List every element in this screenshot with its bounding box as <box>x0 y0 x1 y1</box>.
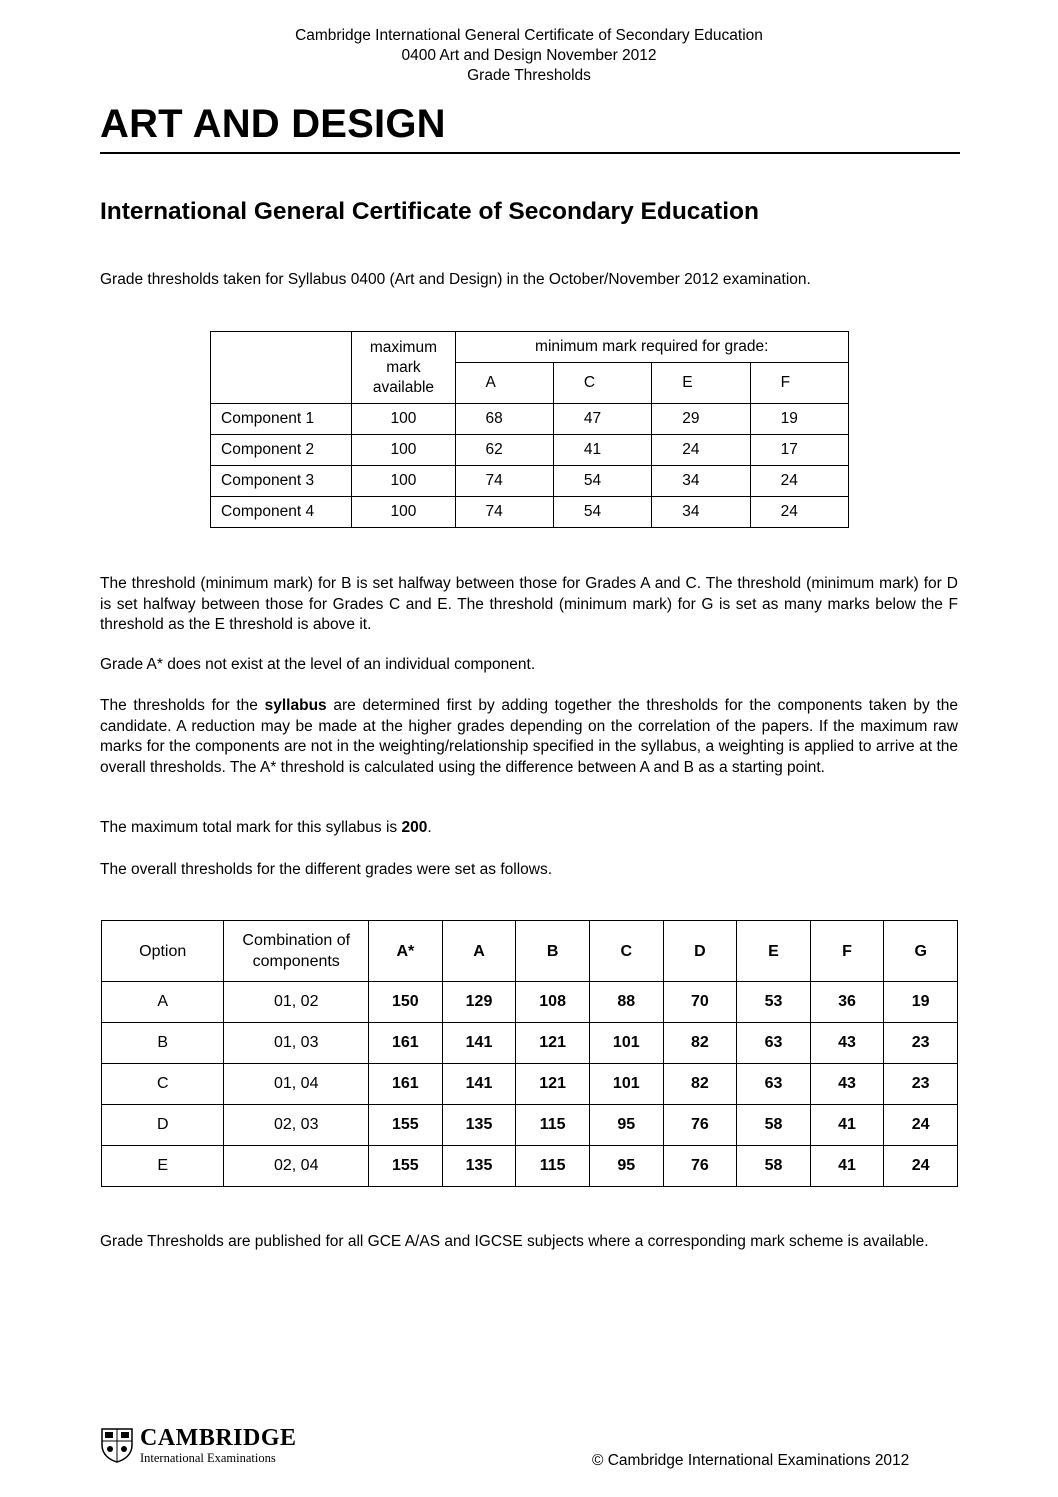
grade-value: 34 <box>652 466 750 497</box>
threshold-cell: 101 <box>589 1023 663 1064</box>
threshold-cell: 58 <box>737 1105 811 1146</box>
p3-text-b: are determined first by adding together the thresholds for the components taken by the candidate. A reduction may be made at the higher grades depending on the correlation of the papers. If the maximum raw marks for the components are not in the weighting/relationship specified in the syllabus, a weighting is applied to arrive at the overall thresholds. The A* threshold is calculated using the difference between A and B as a starting point. <box>100 697 958 776</box>
threshold-cell: 24 <box>884 1105 958 1146</box>
grade-header-c: C <box>553 363 651 404</box>
threshold-cell: 101 <box>589 1064 663 1105</box>
header-grade: E <box>737 921 811 982</box>
option-cell: C <box>102 1064 224 1105</box>
grade-value: 68 <box>455 404 553 435</box>
threshold-cell: 135 <box>442 1146 516 1187</box>
grade-header-e: E <box>652 363 750 404</box>
grade-value: 17 <box>750 435 848 466</box>
threshold-cell: 76 <box>663 1146 737 1187</box>
combo-cell: 02, 03 <box>224 1105 369 1146</box>
threshold-cell: 129 <box>442 982 516 1023</box>
threshold-cell: 121 <box>516 1023 590 1064</box>
overall-thresholds-table <box>101 920 958 1187</box>
threshold-cell: 95 <box>589 1105 663 1146</box>
grade-value: 24 <box>750 466 848 497</box>
threshold-cell: 36 <box>810 982 884 1023</box>
component-label: Component 1 <box>211 404 352 435</box>
min-mark-header: minimum mark required for grade: <box>455 332 848 363</box>
threshold-cell: 53 <box>737 982 811 1023</box>
threshold-cell: 161 <box>369 1064 443 1105</box>
component-max: 100 <box>352 404 455 435</box>
p3-bold: syllabus <box>264 697 327 714</box>
grade-value: 47 <box>553 404 651 435</box>
component-header-blank <box>211 332 352 404</box>
table-row <box>102 1146 958 1187</box>
combo-cell: 01, 04 <box>224 1064 369 1105</box>
header-combination: Combination of components <box>224 921 369 982</box>
header-line-2: 0400 Art and Design November 2012 <box>401 47 657 64</box>
page-header <box>0 26 1058 86</box>
table-row <box>211 466 849 497</box>
max-total-paragraph <box>100 818 958 839</box>
threshold-cell: 108 <box>516 982 590 1023</box>
intro-text: Grade thresholds taken for Syllabus 0400 (Art and Design) in the October/November 2012 examination. <box>100 271 811 288</box>
header-option: Option <box>102 921 224 982</box>
threshold-cell: 115 <box>516 1105 590 1146</box>
grade-value: 54 <box>553 466 651 497</box>
threshold-cell: 161 <box>369 1023 443 1064</box>
table-row <box>102 1105 958 1146</box>
header-grade: D <box>663 921 737 982</box>
threshold-cell: 141 <box>442 1064 516 1105</box>
grade-value: 19 <box>750 404 848 435</box>
threshold-cell: 70 <box>663 982 737 1023</box>
header-line-3: Grade Thresholds <box>467 67 591 84</box>
option-cell: E <box>102 1146 224 1187</box>
threshold-cell: 23 <box>884 1023 958 1064</box>
copyright: © Cambridge International Examinations 2012 <box>592 1452 910 1469</box>
threshold-cell: 150 <box>369 982 443 1023</box>
combo-cell: 01, 03 <box>224 1023 369 1064</box>
p3-text-a: The thresholds for the <box>100 697 265 714</box>
threshold-cell: 155 <box>369 1105 443 1146</box>
max-mark-header <box>352 332 455 404</box>
threshold-cell: 58 <box>737 1146 811 1187</box>
threshold-cell: 141 <box>442 1023 516 1064</box>
title-divider <box>100 152 960 154</box>
option-cell: D <box>102 1105 224 1146</box>
threshold-cell: 43 <box>810 1064 884 1105</box>
page-title: ART AND DESIGN <box>100 102 446 146</box>
grade-value: 54 <box>553 497 651 528</box>
table-row <box>102 1023 958 1064</box>
grade-value: 62 <box>455 435 553 466</box>
component-max: 100 <box>352 497 455 528</box>
table-row <box>211 404 849 435</box>
astar-note: Grade A* does not exist at the level of an individual component. <box>100 656 536 673</box>
header-grade: A* <box>369 921 443 982</box>
threshold-explanation: The threshold (minimum mark) for B is set halfway between those for Grades A and C. The threshold (minimum mark) for D is set halfway between those for Grades C and E. The threshold (minimum mark) for G is set as many marks below the F threshold as the E threshold is above it. <box>100 575 958 633</box>
component-thresholds-table <box>210 331 849 528</box>
combo-cell: 02, 04 <box>224 1146 369 1187</box>
threshold-cell: 41 <box>810 1146 884 1187</box>
combo-cell: 01, 02 <box>224 982 369 1023</box>
threshold-cell: 115 <box>516 1146 590 1187</box>
threshold-cell: 155 <box>369 1146 443 1187</box>
header-grade: C <box>589 921 663 982</box>
component-max: 100 <box>352 466 455 497</box>
component-label: Component 3 <box>211 466 352 497</box>
footnote: Grade Thresholds are published for all GCE A/AS and IGCSE subjects where a corresponding mark scheme is available. <box>100 1233 929 1250</box>
header-line-1: Cambridge International General Certificate of Secondary Education <box>295 27 763 44</box>
threshold-cell: 121 <box>516 1064 590 1105</box>
table-row <box>102 982 958 1023</box>
logo-wordmark: CAMBRIDGE <box>140 1425 297 1451</box>
grade-value: 34 <box>652 497 750 528</box>
table-header-row <box>102 921 958 982</box>
table-row <box>211 497 849 528</box>
page-subtitle: International General Certificate of Secondary Education <box>100 198 759 225</box>
grade-value: 24 <box>652 435 750 466</box>
header-grade: F <box>810 921 884 982</box>
option-cell: B <box>102 1023 224 1064</box>
threshold-cell: 23 <box>884 1064 958 1105</box>
max-header-line-3: available <box>372 379 435 396</box>
table-row <box>102 1064 958 1105</box>
p4-bold: 200 <box>401 819 428 836</box>
threshold-cell: 76 <box>663 1105 737 1146</box>
grade-value: 24 <box>750 497 848 528</box>
threshold-cell: 135 <box>442 1105 516 1146</box>
overall-thresholds-intro: The overall thresholds for the different grades were set as follows. <box>100 861 553 878</box>
threshold-cell: 88 <box>589 982 663 1023</box>
crest-icon <box>100 1427 134 1463</box>
grade-header-a: A <box>455 363 553 404</box>
max-header-line-1: maximum <box>369 339 437 356</box>
component-label: Component 4 <box>211 497 352 528</box>
cambridge-logo <box>100 1427 340 1467</box>
threshold-cell: 19 <box>884 982 958 1023</box>
threshold-cell: 43 <box>810 1023 884 1064</box>
component-label: Component 2 <box>211 435 352 466</box>
header-grade: A <box>442 921 516 982</box>
grade-header-f: F <box>750 363 848 404</box>
threshold-cell: 95 <box>589 1146 663 1187</box>
max-header-line-2: mark <box>386 359 421 376</box>
p4-text-a: The maximum total mark for this syllabus is <box>100 819 402 836</box>
threshold-cell: 24 <box>884 1146 958 1187</box>
grade-value: 41 <box>553 435 651 466</box>
threshold-cell: 41 <box>810 1105 884 1146</box>
grade-value: 29 <box>652 404 750 435</box>
threshold-cell: 82 <box>663 1064 737 1105</box>
header-grade: G <box>884 921 958 982</box>
option-cell: A <box>102 982 224 1023</box>
threshold-cell: 63 <box>737 1023 811 1064</box>
syllabus-thresholds-paragraph <box>100 696 958 778</box>
grade-value: 74 <box>455 466 553 497</box>
logo-subtitle: International Examinations <box>140 1451 276 1465</box>
table-row <box>211 435 849 466</box>
p4-text-b: . <box>427 819 432 836</box>
threshold-cell: 63 <box>737 1064 811 1105</box>
header-grade: B <box>516 921 590 982</box>
grade-value: 74 <box>455 497 553 528</box>
component-max: 100 <box>352 435 455 466</box>
threshold-cell: 82 <box>663 1023 737 1064</box>
